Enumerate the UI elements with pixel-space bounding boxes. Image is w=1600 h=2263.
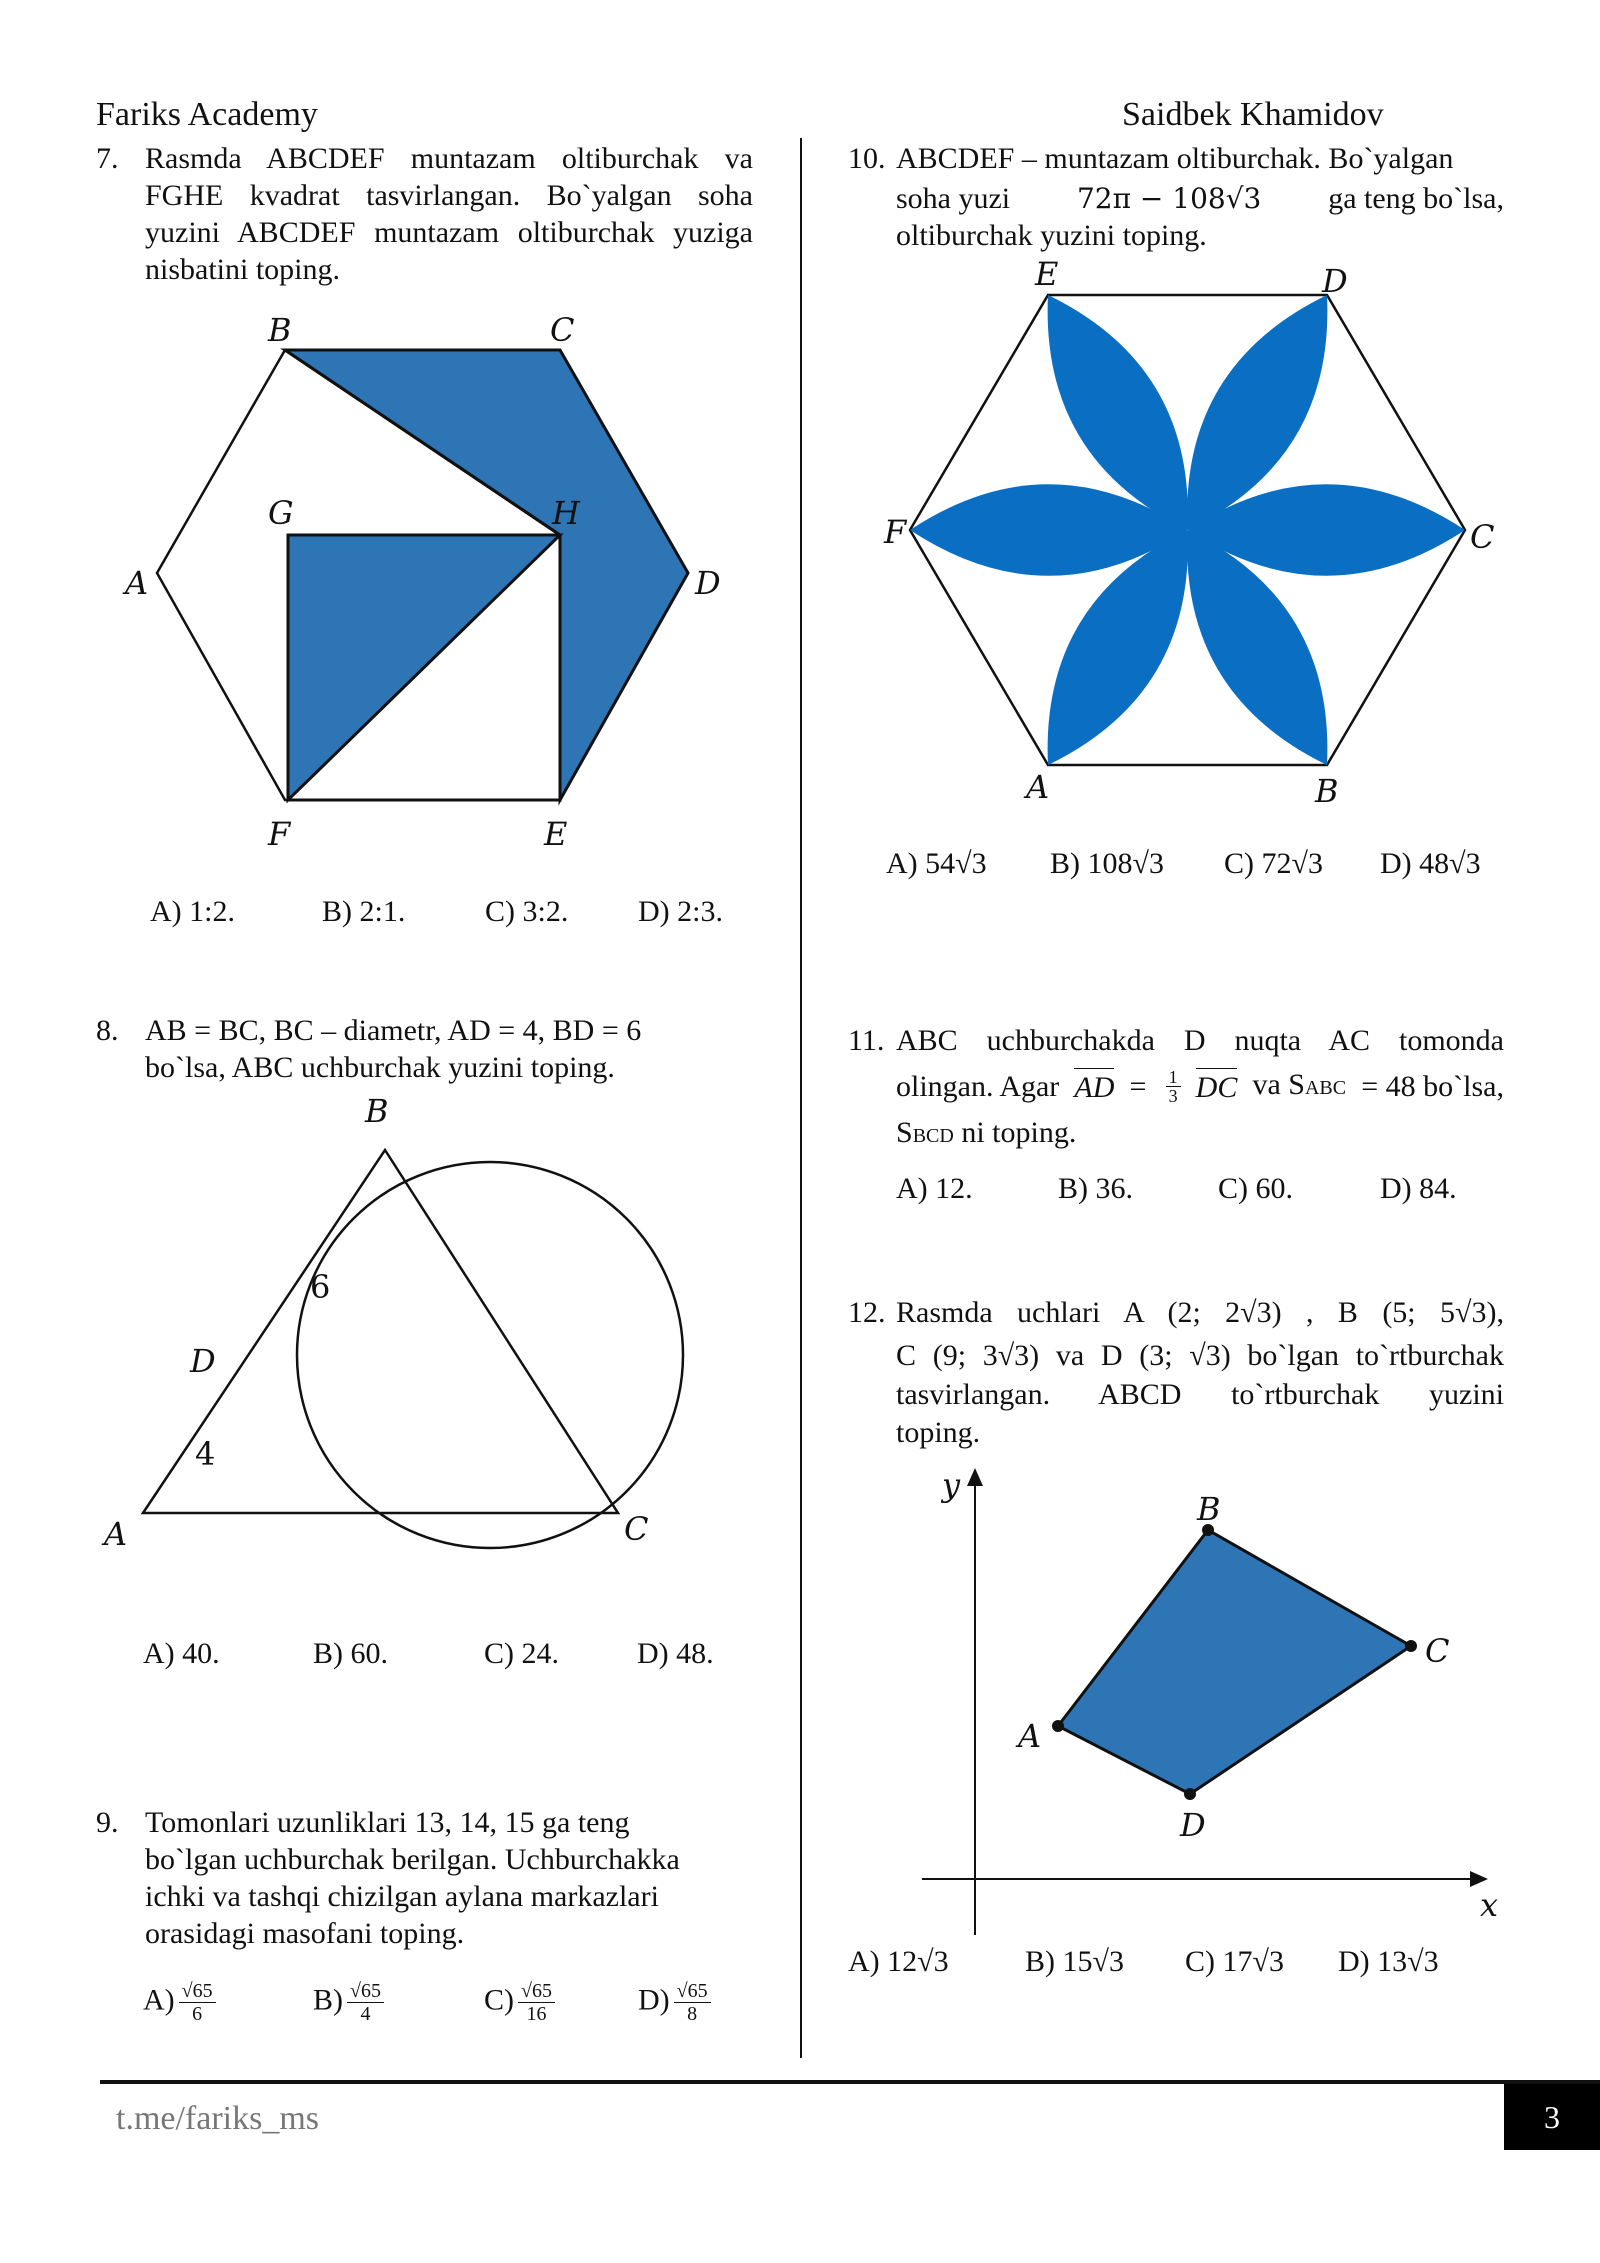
q10-line3: oltiburchak yuzini toping.: [896, 219, 1207, 252]
q8-label-d: D: [190, 1342, 216, 1380]
header-left: Fariks Academy: [96, 96, 318, 133]
q11-line2: olingan. Agar AD = $\frac{1}{3}$ DC va SABC = 48 bo`lsa,: [896, 1067, 1504, 1106]
q12-figure: [900, 1460, 1520, 1940]
q7-option-b: B) 2:1.: [322, 895, 406, 928]
q7-label-f: F: [268, 815, 291, 853]
q7-figure: [100, 300, 740, 860]
q12-point-c: [1405, 1640, 1417, 1652]
q12-option-a: A) 12√3: [848, 1945, 949, 1978]
q12-label-d: D: [1180, 1806, 1206, 1844]
q8-number: 8.: [96, 1014, 119, 1047]
q10-label-d: D: [1322, 262, 1348, 300]
q8-label-a: A: [104, 1515, 128, 1553]
q11-vector-dc: DC: [1196, 1068, 1238, 1106]
q7-option-a: A) 1:2.: [150, 895, 235, 928]
page-number: 3: [1504, 2084, 1600, 2150]
q7-label-a: A: [125, 564, 149, 602]
q12-x-arrow: [1470, 1871, 1488, 1887]
q10-line1: ABCDEF – muntazam oltiburchak. Bo`yalgan: [896, 142, 1454, 175]
q8-option-a: A) 40.: [143, 1637, 220, 1670]
q9-text: Tomonlari uzunliklari 13, 14, 15 ga teng bo`lgan uchburchak berilgan. Uchburchakka ichki va tashqi chizilgan aylana markazlari orasidagi masofani toping.: [145, 1806, 680, 1950]
q10-figure: [880, 250, 1520, 810]
q8-option-b: B) 60.: [313, 1637, 388, 1670]
q12-label-b: B: [1197, 1490, 1221, 1528]
header-right: Saidbek Khamidov: [1122, 96, 1384, 133]
q7-option-c: C) 3:2.: [485, 895, 569, 928]
q8-option-c: C) 24.: [484, 1637, 559, 1670]
q8-circle: [297, 1162, 683, 1548]
q7-label-d: D: [695, 564, 721, 602]
q12-line4: toping.: [896, 1416, 981, 1449]
q12-option-b: B) 15√3: [1025, 1945, 1124, 1978]
q11-line1: ABC uchburchakda D nuqta AC tomonda: [896, 1024, 1504, 1057]
q8-text: AB = BC, BC – diametr, AD = 4, BD = 6 bo`lsa, ABC uchburchak yuzini toping.: [145, 1014, 642, 1084]
q11-vector-ad: AD: [1074, 1068, 1114, 1106]
q7-label-e: E: [544, 815, 568, 853]
q10-label-f: F: [884, 513, 907, 551]
q9-option-a: A) $\frac{√65}{6}$: [143, 1980, 216, 2025]
q7-number: 7.: [96, 142, 119, 175]
q8-label-bd: 6: [310, 1268, 331, 1306]
q7-shaded-triangle: [288, 535, 560, 800]
q12-point-a: [1052, 1720, 1064, 1732]
q12-option-d: D) 13√3: [1338, 1945, 1439, 1978]
q7-label-h: H: [552, 494, 580, 532]
q8-label-c: C: [624, 1510, 649, 1548]
q12-option-c: C) 17√3: [1185, 1945, 1284, 1978]
q7-label-b: B: [268, 311, 292, 349]
q12-label-c: C: [1425, 1632, 1450, 1670]
q9-option-c: C) $\frac{√65}{16}$: [484, 1980, 555, 2025]
q9-option-d: D) $\frac{√65}{8}$: [638, 1980, 711, 2025]
q8-label-b: B: [365, 1092, 389, 1130]
q11-line3: SBCD ni toping.: [896, 1116, 1077, 1149]
q11-option-c: C) 60.: [1218, 1172, 1293, 1205]
q12-line1: Rasmda uchlari A (2; 2√3) , B (5; 5√3),: [896, 1296, 1504, 1329]
q10-line2: soha yuzi 72π − 108√3 ga teng bo`lsa,: [896, 182, 1504, 215]
q11-option-d: D) 84.: [1380, 1172, 1457, 1205]
footer-rule: [100, 2080, 1600, 2084]
q12-quadrilateral: [1052, 1524, 1417, 1800]
q10-option-c: C) 72√3: [1224, 847, 1323, 880]
q10-option-b: B) 108√3: [1050, 847, 1164, 880]
q11-option-a: A) 12.: [896, 1172, 973, 1205]
q8-label-ad: 4: [195, 1435, 216, 1473]
q7-label-g: G: [268, 494, 294, 532]
q10-option-a: A) 54√3: [886, 847, 987, 880]
q12-number: 12.: [848, 1296, 886, 1329]
footer-link[interactable]: t.me/fariks_ms: [116, 2100, 320, 2137]
q12-line2: C (9; 3√3) va D (3; √3) bo`lgan to`rtburchak: [896, 1339, 1504, 1372]
q10-label-a: A: [1026, 768, 1050, 806]
q12-point-d: [1184, 1788, 1196, 1800]
q12-y-arrow: [967, 1468, 983, 1486]
q12-shape: [1058, 1530, 1411, 1794]
q10-label-e: E: [1035, 255, 1059, 293]
q10-option-d: D) 48√3: [1380, 847, 1481, 880]
q12-line3: tasvirlangan. ABCD to`rtburchak yuzini: [896, 1378, 1504, 1411]
q10-petals: [910, 295, 1465, 765]
q7-option-d: D) 2:3.: [638, 895, 723, 928]
q7-label-c: C: [550, 311, 575, 349]
q11-number: 11.: [848, 1024, 885, 1057]
q12-label-y: y: [942, 1466, 961, 1504]
q9-number: 9.: [96, 1806, 119, 1839]
q7-text: Rasmda ABCDEF muntazam oltiburchak va FGHE kvadrat tasvirlangan. Bo`yalgan soha yuzini ABCDEF muntazam oltiburchak yuziga nisbatini toping.: [145, 142, 753, 286]
q10-label-c: C: [1470, 518, 1495, 556]
q8-figure: [100, 1090, 700, 1590]
q11-option-b: B) 36.: [1058, 1172, 1133, 1205]
q8-option-d: D) 48.: [637, 1637, 714, 1670]
q10-number: 10.: [848, 142, 886, 175]
q12-label-a: A: [1018, 1717, 1042, 1755]
q10-label-b: B: [1315, 772, 1339, 810]
column-divider: [800, 138, 802, 2058]
q9-option-b: B) $\frac{√65}{4}$: [313, 1980, 384, 2025]
q12-label-x: x: [1480, 1886, 1499, 1924]
